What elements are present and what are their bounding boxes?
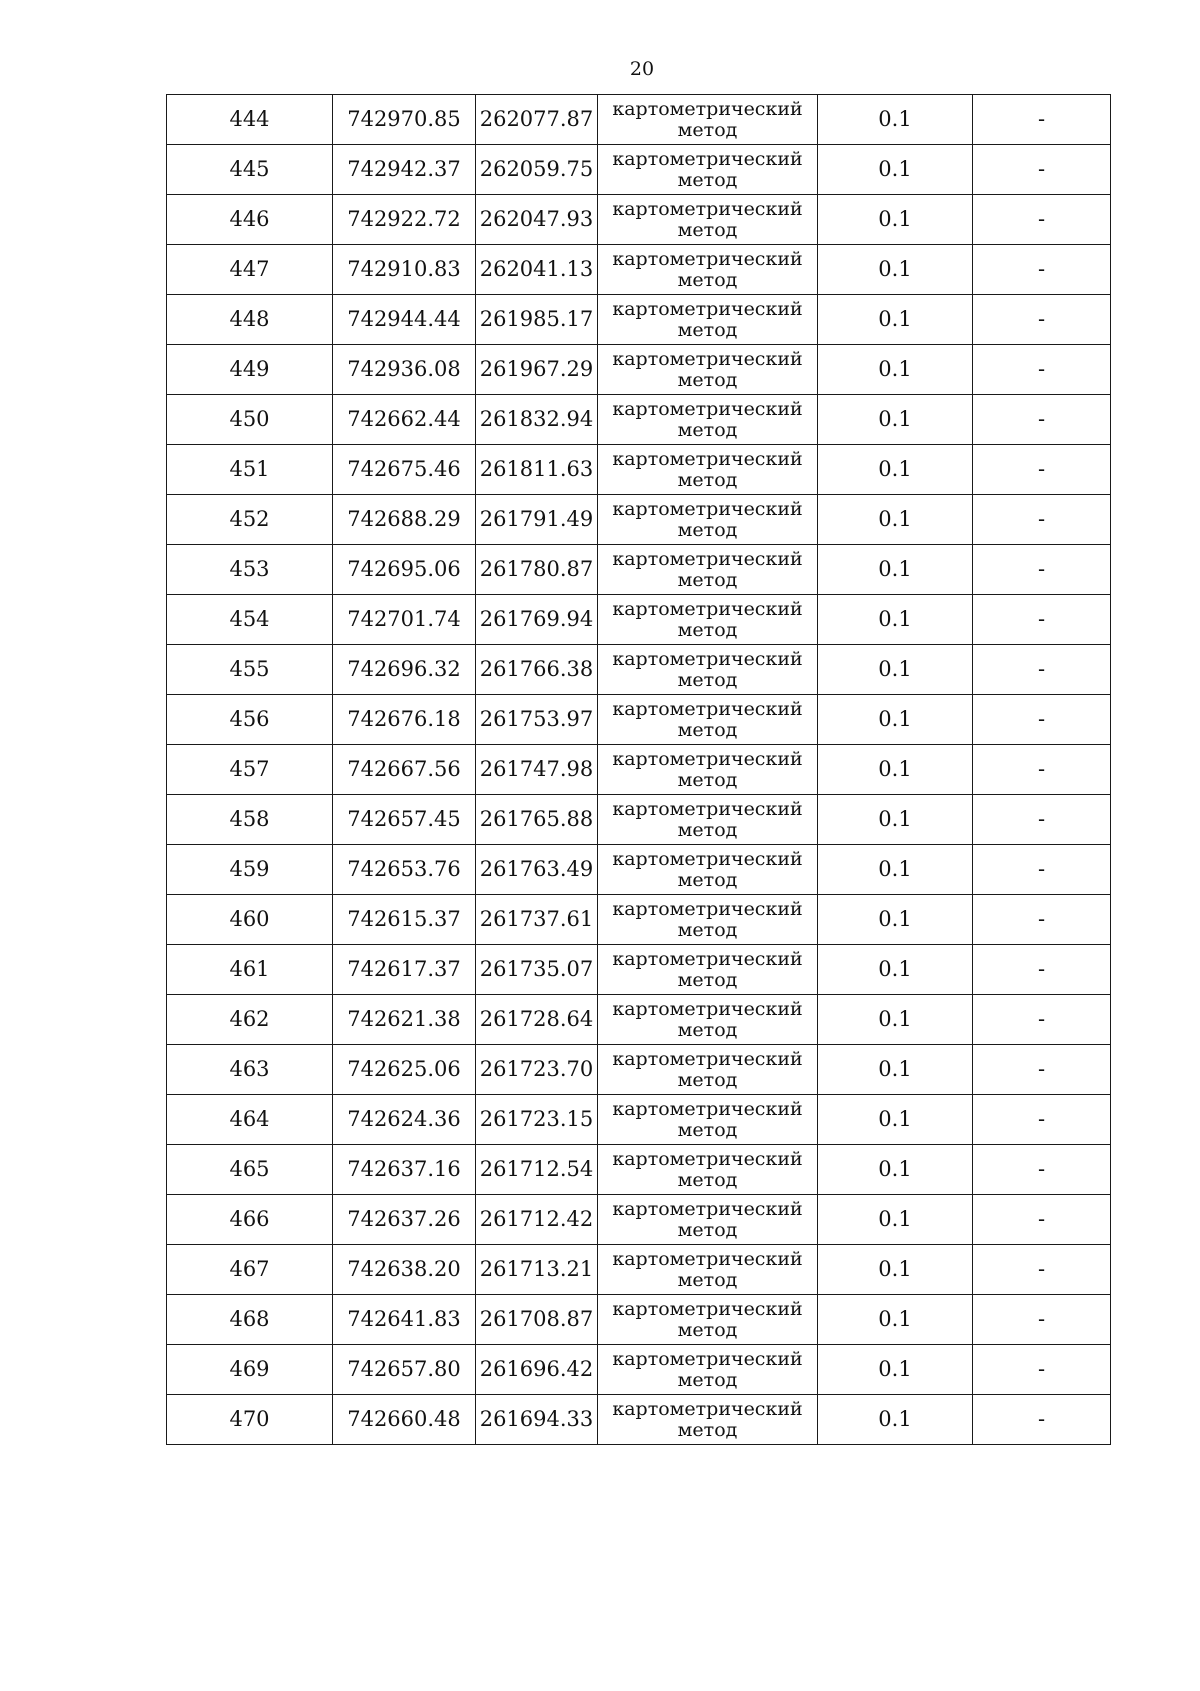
method-line-1: картометрический (612, 1047, 803, 1070)
point-number-cell: 449 (167, 345, 333, 395)
method-line-2: метод (677, 718, 738, 741)
method-cell (598, 495, 818, 545)
table-row (167, 1145, 1111, 1195)
method-cell (598, 995, 818, 1045)
method-line-1: картометрический (612, 1197, 803, 1220)
table-row (167, 1045, 1111, 1095)
y-coordinate-cell: 261769.94 (476, 595, 598, 645)
table-row (167, 795, 1111, 845)
method-cell (598, 195, 818, 245)
coordinates-table (166, 94, 1111, 1445)
table-row (167, 895, 1111, 945)
y-coordinate-cell: 261708.87 (476, 1295, 598, 1345)
accuracy-cell: 0.1 (818, 1195, 973, 1245)
y-coordinate-cell: 261723.15 (476, 1095, 598, 1145)
x-coordinate-cell: 742662.44 (333, 395, 476, 445)
method-cell (598, 95, 818, 145)
x-coordinate-cell: 742638.20 (333, 1245, 476, 1295)
accuracy-cell: 0.1 (818, 995, 973, 1045)
point-number-cell: 459 (167, 845, 333, 895)
y-coordinate-cell: 261723.70 (476, 1045, 598, 1095)
point-number-cell: 444 (167, 95, 333, 145)
method-line-1: картометрический (612, 347, 803, 370)
method-cell (598, 795, 818, 845)
table-row (167, 595, 1111, 645)
y-coordinate-cell: 261763.49 (476, 845, 598, 895)
method-line-1: картометрический (612, 747, 803, 770)
method-line-1: картометрический (612, 647, 803, 670)
table-row (167, 1095, 1111, 1145)
method-cell (598, 1395, 818, 1445)
x-coordinate-cell: 742676.18 (333, 695, 476, 745)
method-cell (598, 295, 818, 345)
method-line-2: метод (677, 1318, 738, 1341)
table-row (167, 695, 1111, 745)
note-cell: - (973, 545, 1111, 595)
note-cell: - (973, 945, 1111, 995)
method-line-2: метод (677, 218, 738, 241)
method-line-1: картометрический (612, 397, 803, 420)
y-coordinate-cell: 261713.21 (476, 1245, 598, 1295)
x-coordinate-cell: 742660.48 (333, 1395, 476, 1445)
x-coordinate-cell: 742970.85 (333, 95, 476, 145)
method-line-2: метод (677, 418, 738, 441)
note-cell: - (973, 345, 1111, 395)
x-coordinate-cell: 742637.26 (333, 1195, 476, 1245)
point-number-cell: 464 (167, 1095, 333, 1145)
y-coordinate-cell: 261737.61 (476, 895, 598, 945)
y-coordinate-cell: 261694.33 (476, 1395, 598, 1445)
method-cell (598, 1045, 818, 1095)
point-number-cell: 455 (167, 645, 333, 695)
x-coordinate-cell: 742695.06 (333, 545, 476, 595)
method-line-2: метод (677, 1168, 738, 1191)
point-number-cell: 456 (167, 695, 333, 745)
note-cell: - (973, 645, 1111, 695)
accuracy-cell: 0.1 (818, 1295, 973, 1345)
note-cell: - (973, 1395, 1111, 1445)
y-coordinate-cell: 261811.63 (476, 445, 598, 495)
method-line-1: картометрический (612, 1297, 803, 1320)
method-cell (598, 445, 818, 495)
table-row (167, 1295, 1111, 1345)
accuracy-cell: 0.1 (818, 245, 973, 295)
method-cell (598, 845, 818, 895)
y-coordinate-cell: 261712.54 (476, 1145, 598, 1195)
point-number-cell: 458 (167, 795, 333, 845)
x-coordinate-cell: 742653.76 (333, 845, 476, 895)
point-number-cell: 450 (167, 395, 333, 445)
point-number-cell: 448 (167, 295, 333, 345)
method-line-1: картометрический (612, 997, 803, 1020)
note-cell: - (973, 745, 1111, 795)
y-coordinate-cell: 261766.38 (476, 645, 598, 695)
x-coordinate-cell: 742621.38 (333, 995, 476, 1045)
accuracy-cell: 0.1 (818, 195, 973, 245)
y-coordinate-cell: 262047.93 (476, 195, 598, 245)
note-cell: - (973, 445, 1111, 495)
method-cell (598, 395, 818, 445)
x-coordinate-cell: 742657.45 (333, 795, 476, 845)
accuracy-cell: 0.1 (818, 1145, 973, 1195)
method-line-2: метод (677, 568, 738, 591)
x-coordinate-cell: 742667.56 (333, 745, 476, 795)
accuracy-cell: 0.1 (818, 1395, 973, 1445)
method-line-2: метод (677, 118, 738, 141)
y-coordinate-cell: 261967.29 (476, 345, 598, 395)
method-line-2: метод (677, 368, 738, 391)
method-line-2: метод (677, 918, 738, 941)
x-coordinate-cell: 742936.08 (333, 345, 476, 395)
method-line-2: метод (677, 668, 738, 691)
x-coordinate-cell: 742688.29 (333, 495, 476, 545)
x-coordinate-cell: 742657.80 (333, 1345, 476, 1395)
table-row (167, 1245, 1111, 1295)
x-coordinate-cell: 742701.74 (333, 595, 476, 645)
y-coordinate-cell: 261780.87 (476, 545, 598, 595)
point-number-cell: 447 (167, 245, 333, 295)
method-line-1: картометрический (612, 97, 803, 120)
method-cell (598, 695, 818, 745)
table-row (167, 145, 1111, 195)
table-row (167, 745, 1111, 795)
x-coordinate-cell: 742625.06 (333, 1045, 476, 1095)
point-number-cell: 460 (167, 895, 333, 945)
x-coordinate-cell: 742942.37 (333, 145, 476, 195)
point-number-cell: 445 (167, 145, 333, 195)
method-line-1: картометрический (612, 1397, 803, 1420)
method-cell (598, 945, 818, 995)
method-line-1: картометрический (612, 1247, 803, 1270)
method-line-2: метод (677, 968, 738, 991)
y-coordinate-cell: 261747.98 (476, 745, 598, 795)
table-row (167, 495, 1111, 545)
method-line-1: картометрический (612, 447, 803, 470)
point-number-cell: 453 (167, 545, 333, 595)
method-cell (598, 1195, 818, 1245)
table-row (167, 95, 1111, 145)
accuracy-cell: 0.1 (818, 895, 973, 945)
note-cell: - (973, 845, 1111, 895)
point-number-cell: 466 (167, 1195, 333, 1245)
table-row (167, 845, 1111, 895)
method-line-2: метод (677, 1118, 738, 1141)
method-cell (598, 1095, 818, 1145)
method-line-1: картометрический (612, 697, 803, 720)
point-number-cell: 465 (167, 1145, 333, 1195)
accuracy-cell: 0.1 (818, 1045, 973, 1095)
note-cell: - (973, 95, 1111, 145)
point-number-cell: 470 (167, 1395, 333, 1445)
note-cell: - (973, 1345, 1111, 1395)
method-cell (598, 1245, 818, 1295)
method-line-2: метод (677, 818, 738, 841)
note-cell: - (973, 795, 1111, 845)
accuracy-cell: 0.1 (818, 345, 973, 395)
table-row (167, 295, 1111, 345)
accuracy-cell: 0.1 (818, 545, 973, 595)
note-cell: - (973, 395, 1111, 445)
table-row (167, 1195, 1111, 1245)
accuracy-cell: 0.1 (818, 945, 973, 995)
note-cell: - (973, 1245, 1111, 1295)
x-coordinate-cell: 742624.36 (333, 1095, 476, 1145)
point-number-cell: 462 (167, 995, 333, 1045)
accuracy-cell: 0.1 (818, 495, 973, 545)
method-cell (598, 595, 818, 645)
method-line-1: картометрический (612, 497, 803, 520)
method-line-2: метод (677, 1268, 738, 1291)
accuracy-cell: 0.1 (818, 445, 973, 495)
accuracy-cell: 0.1 (818, 845, 973, 895)
method-cell (598, 345, 818, 395)
y-coordinate-cell: 261832.94 (476, 395, 598, 445)
y-coordinate-cell: 262059.75 (476, 145, 598, 195)
method-line-2: метод (677, 868, 738, 891)
point-number-cell: 468 (167, 1295, 333, 1345)
y-coordinate-cell: 262077.87 (476, 95, 598, 145)
method-line-1: картометрический (612, 597, 803, 620)
y-coordinate-cell: 261712.42 (476, 1195, 598, 1245)
accuracy-cell: 0.1 (818, 95, 973, 145)
y-coordinate-cell: 261696.42 (476, 1345, 598, 1395)
y-coordinate-cell: 261753.97 (476, 695, 598, 745)
accuracy-cell: 0.1 (818, 695, 973, 745)
table-row (167, 995, 1111, 1045)
note-cell: - (973, 895, 1111, 945)
method-cell (598, 895, 818, 945)
table-row (167, 1395, 1111, 1445)
table-row (167, 645, 1111, 695)
accuracy-cell: 0.1 (818, 745, 973, 795)
method-line-1: картометрический (612, 1347, 803, 1370)
y-coordinate-cell: 261765.88 (476, 795, 598, 845)
table-row (167, 245, 1111, 295)
y-coordinate-cell: 261735.07 (476, 945, 598, 995)
table-row (167, 945, 1111, 995)
note-cell: - (973, 1195, 1111, 1245)
note-cell: - (973, 1095, 1111, 1145)
method-line-1: картометрический (612, 147, 803, 170)
x-coordinate-cell: 742615.37 (333, 895, 476, 945)
y-coordinate-cell: 261791.49 (476, 495, 598, 545)
accuracy-cell: 0.1 (818, 645, 973, 695)
table-row (167, 195, 1111, 245)
accuracy-cell: 0.1 (818, 395, 973, 445)
method-line-2: метод (677, 468, 738, 491)
method-line-2: метод (677, 1068, 738, 1091)
method-line-1: картометрический (612, 897, 803, 920)
x-coordinate-cell: 742637.16 (333, 1145, 476, 1195)
accuracy-cell: 0.1 (818, 1245, 973, 1295)
method-cell (598, 245, 818, 295)
method-line-2: метод (677, 618, 738, 641)
y-coordinate-cell: 261728.64 (476, 995, 598, 1045)
method-line-1: картометрический (612, 797, 803, 820)
x-coordinate-cell: 742617.37 (333, 945, 476, 995)
x-coordinate-cell: 742944.44 (333, 295, 476, 345)
method-cell (598, 1295, 818, 1345)
point-number-cell: 469 (167, 1345, 333, 1395)
x-coordinate-cell: 742675.46 (333, 445, 476, 495)
method-line-1: картометрический (612, 1097, 803, 1120)
point-number-cell: 452 (167, 495, 333, 545)
table-row (167, 395, 1111, 445)
accuracy-cell: 0.1 (818, 1345, 973, 1395)
method-line-2: метод (677, 1368, 738, 1391)
method-line-2: метод (677, 768, 738, 791)
point-number-cell: 463 (167, 1045, 333, 1095)
note-cell: - (973, 1045, 1111, 1095)
method-line-2: метод (677, 318, 738, 341)
method-line-1: картометрический (612, 547, 803, 570)
method-line-2: метод (677, 168, 738, 191)
method-line-2: метод (677, 518, 738, 541)
method-line-1: картометрический (612, 247, 803, 270)
method-line-1: картометрический (612, 1147, 803, 1170)
accuracy-cell: 0.1 (818, 295, 973, 345)
y-coordinate-cell: 261985.17 (476, 295, 598, 345)
note-cell: - (973, 145, 1111, 195)
point-number-cell: 451 (167, 445, 333, 495)
point-number-cell: 454 (167, 595, 333, 645)
note-cell: - (973, 695, 1111, 745)
method-line-1: картометрический (612, 297, 803, 320)
method-cell (598, 645, 818, 695)
note-cell: - (973, 495, 1111, 545)
point-number-cell: 457 (167, 745, 333, 795)
note-cell: - (973, 195, 1111, 245)
note-cell: - (973, 295, 1111, 345)
x-coordinate-cell: 742696.32 (333, 645, 476, 695)
method-line-1: картометрический (612, 197, 803, 220)
method-line-2: метод (677, 1418, 738, 1441)
method-cell (598, 745, 818, 795)
method-line-1: картометрический (612, 947, 803, 970)
method-line-2: метод (677, 1218, 738, 1241)
method-line-1: картометрический (612, 847, 803, 870)
table-row (167, 445, 1111, 495)
accuracy-cell: 0.1 (818, 595, 973, 645)
note-cell: - (973, 995, 1111, 1045)
page-number: 20 (629, 58, 655, 80)
table-row (167, 1345, 1111, 1395)
accuracy-cell: 0.1 (818, 145, 973, 195)
method-cell (598, 545, 818, 595)
table-row (167, 545, 1111, 595)
note-cell: - (973, 245, 1111, 295)
method-line-2: метод (677, 268, 738, 291)
y-coordinate-cell: 262041.13 (476, 245, 598, 295)
note-cell: - (973, 595, 1111, 645)
table-row (167, 345, 1111, 395)
x-coordinate-cell: 742910.83 (333, 245, 476, 295)
note-cell: - (973, 1145, 1111, 1195)
x-coordinate-cell: 742922.72 (333, 195, 476, 245)
x-coordinate-cell: 742641.83 (333, 1295, 476, 1345)
point-number-cell: 461 (167, 945, 333, 995)
method-cell (598, 1345, 818, 1395)
method-cell (598, 1145, 818, 1195)
point-number-cell: 446 (167, 195, 333, 245)
accuracy-cell: 0.1 (818, 795, 973, 845)
method-cell (598, 145, 818, 195)
point-number-cell: 467 (167, 1245, 333, 1295)
coordinates-table-body (167, 95, 1111, 1445)
method-line-2: метод (677, 1018, 738, 1041)
accuracy-cell: 0.1 (818, 1095, 973, 1145)
note-cell: - (973, 1295, 1111, 1345)
